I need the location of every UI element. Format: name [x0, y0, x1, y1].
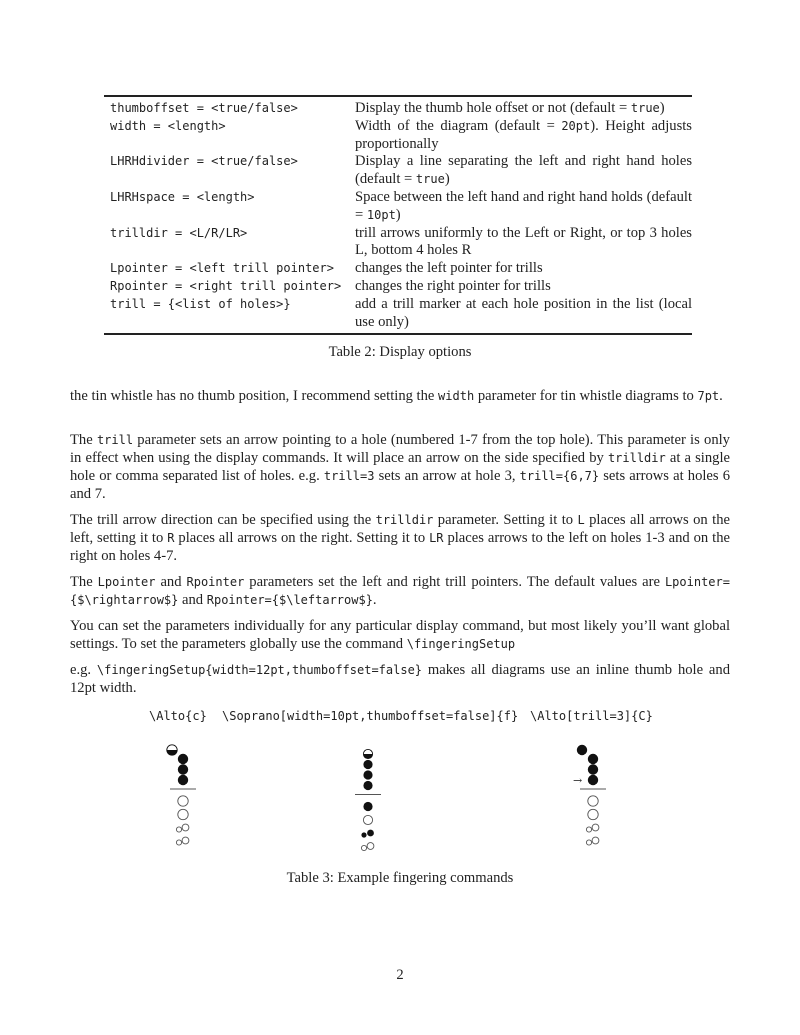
text-run: the tin whistle has no thumb position, I recommend setting the: [70, 388, 439, 404]
text-run: The: [70, 432, 97, 448]
option-key: trilldir = <L/R/LR>: [110, 225, 248, 240]
option-description: [355, 296, 692, 332]
hole-7-open-double-small: [361, 845, 366, 850]
inline-code: 20pt: [561, 118, 591, 133]
hole-4-open: [178, 796, 188, 806]
text-run: parameter. Setting it to: [433, 512, 578, 528]
example-command-soprano-f: \Soprano[width=10pt,thumboffset=false]{f}: [222, 709, 519, 723]
text-run: places arrows to the left on holes 1-3 and on the right on holes 4-7.: [70, 530, 730, 564]
option-key: Lpointer = <left trill pointer>: [110, 261, 334, 276]
hole-6-closed-double-small: [361, 832, 366, 837]
paragraph-width-note: [70, 387, 730, 405]
inline-code: LR: [429, 531, 444, 545]
table-row: [104, 225, 692, 261]
hole-6-open-double-large: [592, 824, 599, 831]
trill-arrow-icon: →: [573, 774, 583, 787]
text-run: parameter sets an arrow pointing to a hole (numbered 1-7 from the top hole). This parameter is only in effect when using the display commands. It will place an arrow on the side specified by: [70, 432, 730, 466]
thumb-hole-half-fill: [363, 754, 372, 759]
text-run: Space between the left hand and right hand holds (default =: [355, 188, 692, 223]
fingering-diagram-alto-trill: [565, 740, 625, 860]
hole-7-open-double-small: [176, 840, 181, 845]
thumb-hole-half-fill: [167, 750, 177, 755]
text-run: Display the thumb hole offset or not (default =: [355, 100, 631, 116]
text-run: ): [444, 171, 450, 188]
hole-3-closed: [363, 781, 372, 790]
table-row: [104, 118, 692, 154]
hole-6-open-double-small: [586, 827, 591, 832]
option-key: LHRHdivider = <true/false>: [110, 154, 298, 169]
fingering-diagram-soprano-f: [340, 740, 400, 860]
inline-code: true: [630, 101, 660, 115]
hole-7-open-double-large: [592, 837, 599, 844]
example-command-alto-c: \Alto{c}: [149, 709, 207, 723]
hole-2-closed: [588, 764, 598, 774]
table-row: [104, 296, 692, 332]
hole-7-open-double-small: [586, 840, 591, 845]
inline-code: trilldir: [375, 513, 434, 527]
hole-6-closed-double-large: [367, 830, 374, 837]
text-run: .: [719, 388, 723, 404]
option-description: [355, 153, 692, 189]
text-run: ): [659, 100, 665, 116]
text-run: changes the left pointer for trills: [355, 260, 543, 277]
hole-3-closed: [588, 775, 598, 785]
option-key: trill = {<list of holes>}: [110, 296, 291, 311]
inline-code: \fingeringSetup{width=12pt,thumboffset=false}: [96, 663, 423, 677]
text-run: parameters set the left and right trill pointers. The default values are: [244, 574, 665, 590]
text-run: places all arrows on the right. Setting it to: [174, 530, 430, 546]
fingering-diagram-alto-c: [155, 740, 215, 860]
text-run: sets arrows at holes 6 and 7.: [70, 468, 730, 502]
option-description: [355, 260, 692, 278]
hole-4-closed: [363, 802, 372, 811]
hole-4-open: [588, 796, 598, 806]
display-options-table: [104, 95, 692, 335]
text-run: .: [372, 592, 377, 608]
hole-6-open-double-small: [176, 827, 181, 832]
hole-7-open-double-large: [367, 843, 374, 850]
text-run: parameter for tin whistle diagrams to: [474, 388, 698, 404]
option-key: LHRHspace = <length>: [110, 189, 255, 204]
hole-2-closed: [363, 770, 372, 779]
hole-5-open: [178, 809, 188, 819]
inline-code: width: [438, 389, 475, 403]
text-run: e.g.: [70, 662, 97, 678]
inline-code: 10pt: [366, 207, 396, 222]
hole-1-closed: [588, 754, 598, 764]
option-description: [355, 278, 692, 296]
inline-code: trill={6,7}: [519, 469, 600, 483]
page-number: 2: [396, 967, 404, 983]
example-command-alto-trill: \Alto[trill=3]{C}: [530, 709, 653, 723]
text-run: Display a line separating the left and right hand holes (default =: [355, 153, 692, 188]
option-key: width = <length>: [110, 118, 226, 133]
inline-code: Rpointer={$\leftarrow$}: [206, 593, 373, 607]
hole-1-closed: [178, 754, 188, 764]
paragraph-setup-example: [70, 661, 730, 697]
hole-3-closed: [178, 775, 188, 785]
text-run: The trill arrow direction can be specified using the: [70, 512, 376, 528]
inline-code: trill=3: [323, 469, 375, 483]
paragraph-trilldir: [70, 511, 730, 565]
text-run: Width of the diagram (default =: [355, 117, 562, 134]
table-row: [104, 153, 692, 189]
text-run: trill arrows uniformly to the Left or Right, or top 3 holes L, bottom 4 holes R: [355, 224, 692, 259]
option-description: [355, 189, 692, 225]
inline-code: trill: [96, 433, 134, 447]
text-run: at a single hole or comma separated list of holes. e.g.: [70, 450, 730, 484]
text-run: ): [395, 206, 401, 223]
text-run: ). Height adjusts proportionally: [355, 117, 692, 152]
table-row: [104, 189, 692, 225]
table-row: [104, 100, 692, 118]
table-2-caption: Table 2: Display options: [328, 344, 472, 360]
text-run: sets an arrow at hole 3,: [374, 468, 520, 484]
inline-code: Lpointer: [97, 575, 156, 589]
hole-6-open-double-large: [182, 824, 189, 831]
inline-code: 7pt: [697, 389, 720, 403]
text-run: makes all diagrams use an inline thumb hole and 12pt width.: [70, 662, 730, 696]
inline-code: Rpointer: [186, 575, 245, 589]
text-run: changes the right pointer for trills: [355, 277, 551, 294]
table-3-caption: Table 3: Example fingering commands: [286, 870, 514, 886]
inline-code: Lpointer={$\rightarrow$}: [70, 575, 730, 607]
table-body: [104, 97, 692, 333]
thumb-hole-closed: [577, 745, 587, 755]
inline-code: \fingeringSetup: [406, 637, 516, 651]
text-run: and: [178, 592, 207, 608]
inline-code: true: [415, 172, 445, 187]
text-run: places all arrows on the left, setting it to: [70, 512, 730, 546]
hole-7-open-double-large: [182, 837, 189, 844]
hole-2-closed: [178, 764, 188, 774]
hole-5-open: [363, 815, 372, 824]
option-key: Rpointer = <right trill pointer>: [110, 278, 342, 293]
text-run: add a trill marker at each hole position in the list (local use only): [355, 295, 692, 330]
option-description: [355, 118, 692, 154]
paragraph-global-settings: [70, 617, 730, 653]
text-run: The: [70, 574, 98, 590]
inline-code: trilldir: [607, 451, 666, 465]
text-run: You can set the parameters individually for any particular display command, but most likely you’ll want global settings. To set the parameters globally use the command: [70, 618, 730, 652]
option-key: thumboffset = <true/false>: [110, 101, 298, 115]
option-description: [355, 100, 692, 118]
hole-5-open: [588, 809, 598, 819]
text-run: and: [155, 574, 187, 590]
paragraph-pointers: [70, 573, 730, 609]
hole-1-closed: [363, 760, 372, 769]
option-description: [355, 225, 692, 261]
table-bottom-rule: [104, 333, 692, 335]
table-row: [104, 260, 692, 278]
inline-code: R: [167, 531, 175, 545]
paragraph-trill-parameter: [70, 431, 730, 503]
table-row: [104, 278, 692, 296]
inline-code: L: [577, 513, 585, 527]
